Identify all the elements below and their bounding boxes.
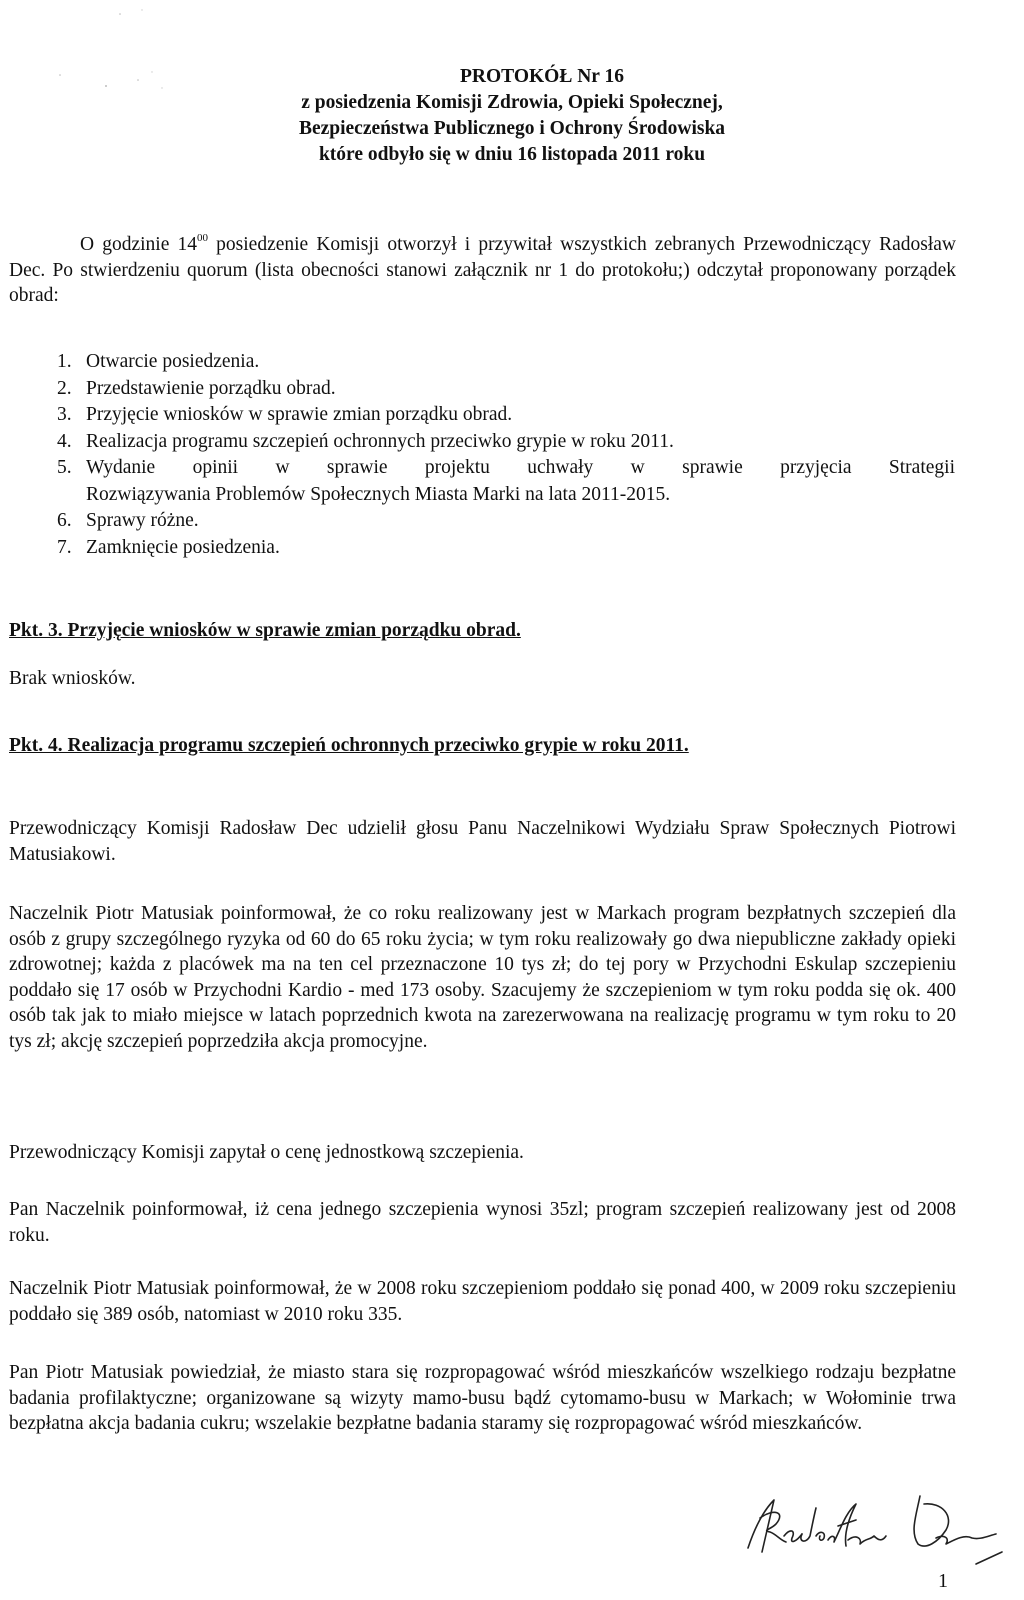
section-title-pkt3: Pkt. 3. Przyjęcie wniosków w sprawie zmian porządku obrad. [9,620,521,641]
document-header [0,64,1024,168]
agenda-item [57,402,955,429]
section-title-pkt4: Pkt. 4. Realizacja programu szczepień ochronnych przeciwko grypie w roku 2011. [9,735,689,756]
agenda-item [57,508,955,535]
agenda-text [86,455,955,508]
agenda-item [57,429,955,456]
agenda-text: Sprawy różne. [86,510,199,531]
protocol-number: PROTOKÓŁ Nr 16 [460,66,624,87]
agenda-number: 1. [57,351,72,372]
page-number: 1 [938,1570,948,1592]
paragraph-question-price: Przewodniczący Komisji zapytał o cenę jednostkową szczepienia. [9,1142,524,1163]
agenda-number: 2. [57,377,72,399]
agenda-number: 3. [57,404,72,425]
header-line-3: Bezpieczeństwa Publicznego i Ochrony Środowiska [298,118,726,139]
intro-text-rest: posiedzenie Komisji otworzył i przywitał wszystkich zebranych Przewodniczący Radosław Dec. Po stwierdzeniu quorum (lista obecności stanowi załącznik nr 1 do protokołu;) odczytał proponowany porządek obrad: [9,234,956,306]
agenda-text: Zamknięcie posiedzenia. [86,536,280,558]
agenda-text: Realizacja programu szczepień ochronnych przeciwko grypie w roku 2011. [86,430,674,452]
agenda-text: Otwarcie posiedzenia. [86,351,260,372]
agenda-item [57,376,955,403]
paragraph-free-screenings: Pan Piotr Matusiak powiedział, że miasto stara się rozpropagować wśród mieszkańców wszelkiego rodzaju bezpłatne badania profilaktyczne; organizowane są wizyty mamo-busu bądź cytomamo-busu w Markach; w Wołominie trwa bezpłatna akcja badania cukru; wszelakie bezpłatne badania staramy się rozpropagować wśród mieszkańców. [9,1362,956,1434]
intro-text-start: O godzinie 14 [80,234,198,255]
paragraph-yearly-statistics: Naczelnik Piotr Matusiak poinformował, że w 2008 roku szczepieniom poddało się ponad 400, w 2009 roku szczepieniu poddało się 389 osób, natomiast w 2010 roku 335. [9,1278,956,1325]
paragraph-price-answer: Pan Naczelnik poinformował, iż cena jednego szczepienia wynosi 35zl; program szczepień realizowany jest od 2008 roku. [9,1199,956,1246]
agenda-text-line-2: Rozwiązywania Problemów Społecznych Miasta Marki na lata 2011-2015. [86,483,671,505]
paragraph-chair-gives-floor: Przewodniczący Komisji Radosław Dec udzielił głosu Panu Naczelnikowi Wydziału Spraw Społecznych Piotrowi Matusiakowi. [9,818,956,865]
time-superscript: 00 [197,232,209,244]
header-line-2: z posiedzenia Komisji Zdrowia, Opieki Społecznej, [301,92,723,113]
paragraph-vaccination-program: Naczelnik Piotr Matusiak poinformował, że co roku realizowany jest w Markach program bezpłatnych szczepień dla osób z grupy szczególnego ryzyka od 60 do 65 roku życia; w tym roku realizowały go dwa niepubliczne zakłady opieki zdrowotnej; każda z placówek ma na ten cel przeznaczone 10 tys zł; do tej pory w Przychodni Eskulap szczepieniu poddało się 17 osób w Przychodni Kardio - med 173 osoby. Szacujemy że szczepieniom w tym roku podda się ok. 400 osób tak jak to miało miejsce w latach poprzednich kwota na zarezerwowana na realizację programu w tym roku to 20 tys zł; akcję szczepień poprzedziła akcja promocyjne. [9,903,956,1052]
agenda-number: 6. [57,510,72,531]
pkt3-body: Brak wniosków. [9,668,136,689]
agenda-number: 5. [57,457,72,478]
agenda-text: Przyjęcie wniosków w sprawie zmian porządku obrad. [86,404,513,425]
agenda-text-line-1: Wydanie opinii w sprawie projektu uchwały w sprawie przyjęcia Strategii [86,457,955,478]
agenda-text: Przedstawienie porządku obrad. [86,377,336,399]
agenda-number: 4. [57,430,72,452]
agenda-number: 7. [57,536,72,558]
header-line-4: które odbyło się w dniu 16 listopada 2011 roku [318,144,706,165]
agenda-item [57,535,955,562]
handwritten-signature [740,1490,1024,1570]
agenda-item [57,455,955,508]
agenda-item [57,349,955,376]
intro-paragraph [9,232,956,309]
agenda-list [57,349,955,561]
